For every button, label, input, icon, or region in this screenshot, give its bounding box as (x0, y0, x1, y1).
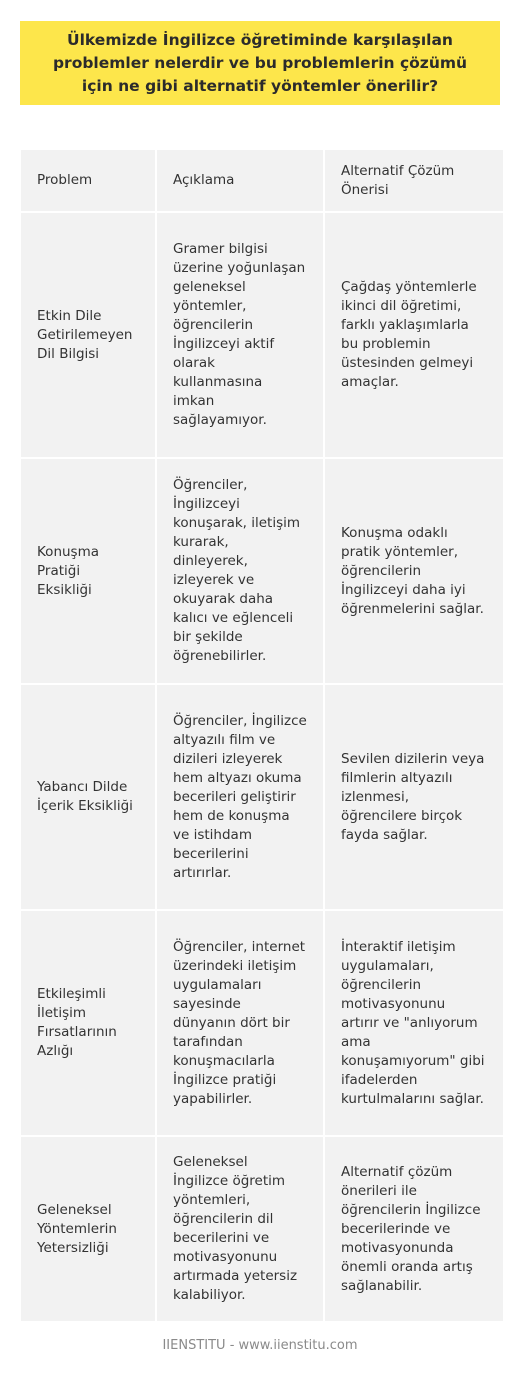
cell-description: Öğrenciler, İngilizceyi konuşarak, iletişim kurarak, dinleyerek, izleyerek ve okuyarak daha kalıcı ve eğlenceli bir şekilde öğrenebilirler. (157, 459, 323, 683)
column-header-problem: Problem (21, 150, 155, 211)
table-row (21, 911, 503, 1135)
cell-description: Öğrenciler, internet üzerindeki iletişim uygulamaları sayesinde dünyanın dört bir tarafından konuşmacılarla İngilizce pratiği yapabilirler. (157, 911, 323, 1135)
cell-description: Geleneksel İngilizce öğretim yöntemleri, öğrencilerin dil becerilerini ve motivasyonunu artırmada yetersiz kalabiliyor. (157, 1137, 323, 1321)
cell-problem: Etkin Dile Getirilemeyen Dil Bilgisi (21, 213, 155, 457)
cell-solution: Alternatif çözüm önerileri ile öğrencilerin İngilizce becerilerinde ve motivasyonunda önemli oranda artış sağlanabilir. (325, 1137, 503, 1321)
table-row (21, 685, 503, 909)
table-header-row (21, 150, 503, 211)
column-header-description: Açıklama (157, 150, 323, 211)
cell-description: Gramer bilgisi üzerine yoğunlaşan geleneksel yöntemler, öğrencilerin İngilizceyi aktif olarak kullanmasına imkan sağlayamıyor. (157, 213, 323, 457)
cell-solution: İnteraktif iletişim uygulamaları, öğrencilerin motivasyonunu artırır ve "anlıyorum ama konuşamıyorum" gibi ifadelerden kurtulmalarını sağlar. (325, 911, 503, 1135)
column-header-solution: Alternatif Çözüm Önerisi (325, 150, 503, 211)
cell-problem: Konuşma Pratiği Eksikliği (21, 459, 155, 683)
cell-solution: Çağdaş yöntemlerle ikinci dil öğretimi, farklı yaklaşımlarla bu problemin üstesinden gelmeyi amaçlar. (325, 213, 503, 457)
cell-problem: Etkileşimli İletişim Fırsatlarının Azlığı (21, 911, 155, 1135)
cell-description: Öğrenciler, İngilizce altyazılı film ve dizileri izleyerek hem altyazı okuma becerileri geliştirir hem de konuşma ve istihdam becerilerini artırırlar. (157, 685, 323, 909)
cell-solution: Sevilen dizilerin veya filmlerin altyazılı izlenmesi, öğrencilere birçok fayda sağlar. (325, 685, 503, 909)
table-row (21, 1137, 503, 1321)
cell-solution: Konuşma odaklı pratik yöntemler, öğrencilerin İngilizceyi daha iyi öğrenmelerini sağlar. (325, 459, 503, 683)
title-banner (20, 21, 500, 105)
problems-table (19, 148, 505, 1323)
page-title: Ülkemizde İngilizce öğretiminde karşılaşılan problemler nelerdir ve bu problemlerin çözümü için ne gibi alternatif yöntemler önerilir? (52, 30, 468, 95)
cell-problem: Geleneksel Yöntemlerin Yetersizliği (21, 1137, 155, 1321)
footer-credit: IIENSTITU - www.iienstitu.com (162, 1338, 358, 1353)
table-row (21, 459, 503, 683)
table-row (21, 213, 503, 457)
cell-problem: Yabancı Dilde İçerik Eksikliği (21, 685, 155, 909)
